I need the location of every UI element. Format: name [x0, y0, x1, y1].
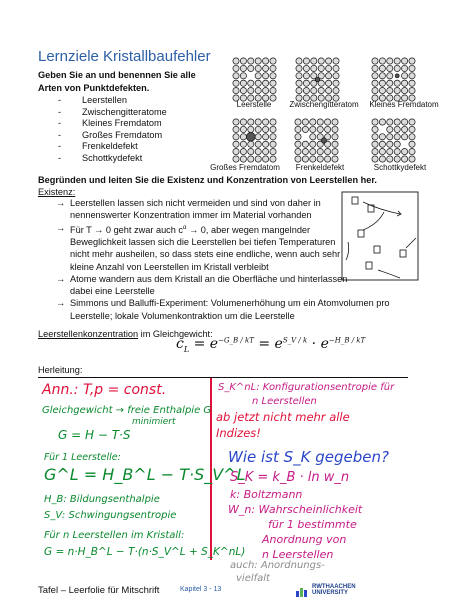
- lattice-atom: [332, 156, 338, 162]
- lattice-atom: [332, 134, 338, 140]
- lattice-atom: [302, 119, 308, 125]
- lattice-atom: [263, 156, 269, 162]
- note-one-vacancy: Für 1 Leerstelle:: [44, 452, 121, 463]
- lattice-atom: [387, 80, 393, 86]
- lattice-atom: [248, 156, 254, 162]
- existenz-heading: Existenz:: [38, 187, 76, 197]
- lattice-atom: [295, 134, 301, 140]
- lattice-atom: [325, 126, 331, 132]
- task-2: Begründen und leiten Sie die Existenz und Konzentration von Leerstellen her.: [38, 175, 377, 185]
- lattice-atom: [402, 80, 408, 86]
- lattice-atom: [263, 58, 269, 64]
- lattice-atom: [270, 134, 276, 140]
- lattice-atom: [248, 80, 254, 86]
- defect-atom: [315, 77, 320, 82]
- lattice-atom: [333, 58, 339, 64]
- figure-label-kleines-fremdatom: Kleines Fremdatom: [369, 100, 439, 109]
- lattice-atom: [233, 149, 239, 155]
- lattice-atom: [333, 80, 339, 86]
- lattice-atom: [317, 126, 323, 132]
- lattice-atom: [255, 141, 261, 147]
- list-item: - Zwischengitteratome: [58, 106, 167, 117]
- lattice-atom: [263, 126, 269, 132]
- lattice-atom: [295, 156, 301, 162]
- lattice-atom: [248, 58, 254, 64]
- lattice-atom: [332, 141, 338, 147]
- lattice-atom: [248, 65, 254, 71]
- lattice-atom: [379, 134, 385, 140]
- lattice-atom: [263, 73, 269, 79]
- lattice-atom: [387, 65, 393, 71]
- lattice-atom: [409, 58, 415, 64]
- lattice-atom: [270, 149, 276, 155]
- lattice-atom: [387, 58, 393, 64]
- lattice-atom: [402, 149, 408, 155]
- lattice-atom: [372, 73, 378, 79]
- lattice-atom: [333, 73, 339, 79]
- note-n-vacancies: Für n Leerstellen im Kristall:: [44, 530, 185, 541]
- lattice-atom: [372, 134, 378, 140]
- lattice-atom: [394, 58, 400, 64]
- lattice-atom: [402, 73, 408, 79]
- lattice-atom: [325, 156, 331, 162]
- lattice-atom: [402, 88, 408, 94]
- point-defect-figures: [0, 0, 474, 175]
- lattice-atom: [303, 58, 309, 64]
- lattice-atom: [270, 126, 276, 132]
- list-item: - Schottkydefekt: [58, 152, 143, 163]
- lattice-atom: [317, 156, 323, 162]
- lattice-atom: [302, 126, 308, 132]
- notes-divider-horizontal: [38, 377, 408, 379]
- lattice-atom: [255, 134, 261, 140]
- lattice-atom: [325, 119, 331, 125]
- lattice-atom: [372, 149, 378, 155]
- note-gleichgewicht: Gleichgewicht → freie Enthalpie G: [42, 405, 212, 416]
- lattice-atom: [233, 119, 239, 125]
- lattice-atom: [240, 134, 246, 140]
- lattice-atom: [310, 149, 316, 155]
- lattice-atom: [270, 73, 276, 79]
- lattice-atom: [409, 119, 415, 125]
- lattice-atom: [311, 58, 317, 64]
- lattice-atom: [240, 73, 246, 79]
- lattice-atom: [402, 65, 408, 71]
- lattice-atom: [402, 119, 408, 125]
- lattice-atom: [263, 65, 269, 71]
- lattice-atom: [240, 149, 246, 155]
- lattice-atom: [394, 156, 400, 162]
- lattice-atom: [387, 126, 393, 132]
- note-n-leerstellen-2: n Leerstellen: [262, 548, 334, 561]
- task-1-line-1: Geben Sie an und benennen Sie alle: [38, 70, 196, 80]
- note-sk-formula: S_K = k_B · ln w_n: [230, 470, 350, 485]
- lattice-atom: [387, 156, 393, 162]
- page-heading: Lernziele Kristallbaufehler: [38, 48, 211, 65]
- lattice-atom: [372, 119, 378, 125]
- lattice-atom: [394, 88, 400, 94]
- lattice-atom: [263, 141, 269, 147]
- lattice-atom: [295, 149, 301, 155]
- list-item: - Großes Fremdatom: [58, 129, 163, 140]
- lattice-atom: [318, 65, 324, 71]
- lattice-atom: [409, 88, 415, 94]
- lattice-atom: [394, 141, 400, 147]
- lattice-atom: [310, 156, 316, 162]
- lattice-atom: [372, 80, 378, 86]
- lattice-atom: [263, 119, 269, 125]
- lattice-atom: [248, 88, 254, 94]
- lattice-atom: [233, 141, 239, 147]
- lattice-atom: [394, 134, 400, 140]
- figure-label-grosses-fremdatom: Großes Fremdatom: [210, 163, 280, 172]
- lattice-atom: [379, 141, 385, 147]
- figure-label-leerstelle: Leerstelle: [236, 100, 272, 109]
- defect-atom: [395, 74, 399, 78]
- lattice-atom: [296, 58, 302, 64]
- lattice-atom: [409, 156, 415, 162]
- lattice-atom: [302, 156, 308, 162]
- lattice-atom: [372, 65, 378, 71]
- lattice-atom: [248, 149, 254, 155]
- lattice-atom: [296, 65, 302, 71]
- lattice-atom: [240, 141, 246, 147]
- note-boltzmann: k: Boltzmann: [230, 488, 303, 501]
- lattice-atom: [270, 119, 276, 125]
- lattice-atom: [333, 65, 339, 71]
- note-gibbs: G = H − T·S: [58, 428, 131, 442]
- lattice-atom: [333, 88, 339, 94]
- note-indizes-line-2: Indizes!: [216, 426, 261, 440]
- list-item: - Frenkeldefekt: [58, 141, 138, 152]
- lattice-atom: [387, 141, 393, 147]
- list-item: → Atome wandern aus dem Kristall an die Oberfläche und hinterlassen dabei eine Leerstelle: [56, 273, 348, 297]
- lattice-atom: [248, 126, 254, 132]
- lattice-atom: [372, 58, 378, 64]
- task-1-line-2: Arten von Punktdefekten.: [38, 82, 150, 93]
- lattice-atom: [263, 88, 269, 94]
- lattice-atom: [402, 134, 408, 140]
- note-g-total: G = n·H_B^L − T·(n·S_V^L + S_K^nL): [44, 546, 246, 558]
- list-item: → Simmons und Balluffi-Experiment: Volumenerhöhung um ein Atomvolumen pro Leerstelle; lokale Volumenkontraktion um die Leerstelle: [56, 298, 390, 321]
- lattice-atom: [379, 88, 385, 94]
- lattice-atom: [409, 126, 415, 132]
- lattice-atom: [248, 119, 254, 125]
- lattice-atom: [233, 58, 239, 64]
- lattice-atom: [387, 88, 393, 94]
- lattice-atom: [402, 156, 408, 162]
- lattice-atom: [255, 65, 261, 71]
- note-schwingungsentropie: S_V: Schwingungsentropie: [44, 510, 177, 521]
- lattice-atom: [263, 80, 269, 86]
- note-bestimmte: für 1 bestimmte: [268, 518, 357, 531]
- lattice-atom: [317, 149, 323, 155]
- konzentration-heading: Leerstellenkonzentration im Gleichgewicht:: [38, 329, 213, 339]
- note-minimiert: minimiert: [132, 417, 176, 427]
- lattice-atom: [296, 80, 302, 86]
- list-item: → Für T → 0 geht zwar auch $c^\alpha \to 0$, aber wegen mangelnder Beweglichkeit lassen sich die Leerstellen bei tiefen Temperaturen nicht mehr ausheilen, so dass stets eine endliche, wenn auch sehr kleine Anzahl von Leerstellen im Kristall verbleibt: [56, 222, 341, 272]
- defect-atom: [321, 138, 326, 143]
- lattice-atom: [409, 65, 415, 71]
- lattice-atom: [326, 58, 332, 64]
- lattice-atom: [372, 156, 378, 162]
- lattice-atom: [394, 126, 400, 132]
- lattice-atom: [233, 65, 239, 71]
- lattice-atom: [325, 149, 331, 155]
- lattice-atom: [409, 80, 415, 86]
- lattice-atom: [270, 58, 276, 64]
- note-assumption: Ann.: T,p = const.: [42, 382, 167, 398]
- lattice-atom: [255, 126, 261, 132]
- lattice-atom: [303, 88, 309, 94]
- lattice-atom: [255, 80, 261, 86]
- lattice-atom: [387, 119, 393, 125]
- lattice-atom: [379, 65, 385, 71]
- lattice-atom: [387, 134, 393, 140]
- lattice-atom: [379, 119, 385, 125]
- lattice-atom: [326, 88, 332, 94]
- lattice-atom: [295, 126, 301, 132]
- lattice-atom: [332, 149, 338, 155]
- lattice-atom: [310, 119, 316, 125]
- lattice-atom: [310, 141, 316, 147]
- lattice-atom: [379, 80, 385, 86]
- lattice-atom: [394, 80, 400, 86]
- lattice-atom: [233, 134, 239, 140]
- lattice-atom: [311, 65, 317, 71]
- lattice-atom: [263, 134, 269, 140]
- lattice-atom: [379, 58, 385, 64]
- lattice-atom: [270, 156, 276, 162]
- note-question: Wie ist S_K gegeben?: [228, 448, 389, 466]
- lattice-atom: [394, 119, 400, 125]
- lattice-atom: [394, 65, 400, 71]
- lattice-atom: [295, 119, 301, 125]
- vacancy-concentration-equation: $c_L = e^{-G\_B / kT} = e^{S\_V / k} \cdot e^{-H\_B / kT}$: [176, 336, 366, 354]
- lattice-atom: [296, 88, 302, 94]
- lattice-atom: [233, 126, 239, 132]
- chapter-number: Kapitel 3 - 13: [180, 586, 222, 593]
- herleitung-label: Herleitung:: [38, 365, 83, 375]
- lattice-atom: [311, 88, 317, 94]
- lattice-atom: [240, 156, 246, 162]
- lattice-atom: [310, 134, 316, 140]
- note-bildungsenthalpie: H_B: Bildungsenthalpie: [44, 494, 160, 505]
- note-g-single: G^L = H_B^L − T·S_V^L: [44, 465, 246, 484]
- note-wahrscheinlichkeit: W_n: Wahrscheinlichkeit: [228, 503, 363, 516]
- lattice-atom: [303, 73, 309, 79]
- lattice-atom: [409, 149, 415, 155]
- lattice-atom: [255, 88, 261, 94]
- lattice-atom: [255, 149, 261, 155]
- lattice-atom: [394, 149, 400, 155]
- rwth-logo: RWTHAACHEN UNIVERSITY: [312, 584, 356, 596]
- lattice-atom: [372, 126, 378, 132]
- lattice-atom: [233, 80, 239, 86]
- lattice-atom: [332, 126, 338, 132]
- lattice-atom: [240, 126, 246, 132]
- note-indizes-line-1: ab jetzt nicht mehr alle: [216, 410, 350, 424]
- lattice-atom: [296, 73, 302, 79]
- lattice-atom: [379, 156, 385, 162]
- lattice-atom: [303, 65, 309, 71]
- lattice-atom: [303, 80, 309, 86]
- lattice-atom: [295, 141, 301, 147]
- lattice-atom: [255, 156, 261, 162]
- list-item: - Kleines Fremdatom: [58, 118, 162, 129]
- existenz-list: [56, 197, 421, 322]
- note-n-leerstellen: n Leerstellen: [252, 396, 317, 407]
- lattice-atom: [270, 65, 276, 71]
- lattice-atom: [318, 88, 324, 94]
- lattice-atom: [332, 119, 338, 125]
- lattice-atom: [409, 141, 415, 147]
- lattice-atom: [317, 119, 323, 125]
- lattice-atom: [302, 149, 308, 155]
- lattice-atom: [233, 88, 239, 94]
- lattice-atom: [240, 88, 246, 94]
- lattice-atom: [248, 141, 254, 147]
- lattice-atom: [387, 73, 393, 79]
- lattice-atom: [233, 156, 239, 162]
- lattice-atom: [302, 141, 308, 147]
- lattice-atom: [255, 73, 261, 79]
- figure-label-zwischengitteratom: Zwischengitteratom: [289, 100, 359, 109]
- footer-graphic-icon: [296, 584, 308, 594]
- lattice-atom: [240, 65, 246, 71]
- list-item: - Leerstellen: [58, 95, 127, 105]
- lattice-atom: [372, 88, 378, 94]
- lattice-atom: [409, 134, 415, 140]
- lattice-atom: [270, 80, 276, 86]
- lattice-atom: [240, 58, 246, 64]
- note-konfigurationsentropie: S_K^nL: Konfigurationsentropie für: [218, 382, 395, 393]
- note-auch: auch: Anordnungs-: [230, 560, 325, 571]
- lattice-atom: [387, 149, 393, 155]
- lattice-atom: [263, 149, 269, 155]
- figure-label-schottkydefekt: Schottkydefekt: [373, 163, 427, 172]
- lattice-atom: [318, 58, 324, 64]
- lattice-atom: [270, 141, 276, 147]
- footer-text: Tafel – Leerfolie für Mitschrift: [38, 585, 160, 596]
- lattice-atom: [402, 58, 408, 64]
- lattice-atom: [379, 73, 385, 79]
- lattice-atom: [270, 88, 276, 94]
- figure-label-frenkeldefekt: Frenkeldefekt: [295, 163, 345, 172]
- lattice-atom: [240, 80, 246, 86]
- note-anordnung: Anordnung von: [262, 533, 347, 546]
- lattice-atom: [409, 73, 415, 79]
- lattice-atom: [255, 119, 261, 125]
- lattice-atom: [326, 80, 332, 86]
- lattice-atom: [379, 149, 385, 155]
- lattice-atom: [372, 141, 378, 147]
- lattice-atom: [240, 119, 246, 125]
- note-vielfalt: vielfalt: [236, 573, 270, 584]
- lattice-atom: [310, 126, 316, 132]
- list-item: → Leerstellen lassen sich nicht vermeiden und sind von daher in nennenswerter Konzentration immer im Material vorhanden: [56, 198, 321, 221]
- lattice-atom: [326, 73, 332, 79]
- lattice-atom: [402, 126, 408, 132]
- lattice-atom: [326, 65, 332, 71]
- lattice-atom: [255, 58, 261, 64]
- lattice-atom: [233, 73, 239, 79]
- defect-atom: [246, 132, 255, 141]
